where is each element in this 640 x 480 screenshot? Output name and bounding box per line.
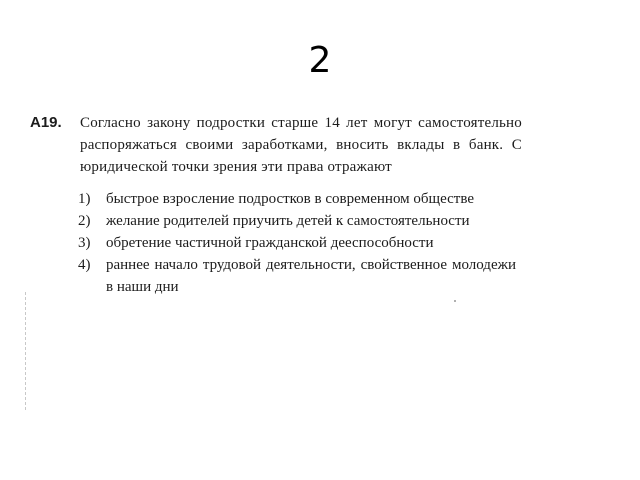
- question-text: Согласно закону подростки старше 14 лет могут самостоятельно распоряжаться своими заработками, вносить вклады в банк. С юридической точки зрения эти права отражают: [80, 115, 522, 175]
- question-number: А19.: [30, 114, 62, 131]
- answer-number: 4): [78, 257, 91, 273]
- answer-text: желание родителей приучить детей к самостоятельности: [106, 213, 470, 229]
- answer-option-1: [78, 188, 528, 210]
- slide-number: 2: [308, 40, 332, 81]
- answer-text: раннее начало трудовой деятельности, свойственное молодежи в наши дни: [106, 257, 516, 295]
- answer-text: быстрое взросление подростков в современном обществе: [106, 191, 474, 207]
- question-block: [28, 112, 528, 178]
- answer-number: 3): [78, 235, 91, 251]
- answer-option-2: [78, 210, 528, 232]
- answer-number: 1): [78, 191, 91, 207]
- answer-text: обретение частичной гражданской дееспособности: [106, 235, 434, 251]
- answer-number: 2): [78, 213, 91, 229]
- scan-edge-mark: [25, 292, 27, 410]
- scan-speck: [454, 300, 456, 302]
- answer-option-3: [78, 232, 528, 254]
- question-scan: [28, 112, 528, 412]
- answer-option-4: [78, 254, 528, 298]
- answer-list: [28, 188, 528, 298]
